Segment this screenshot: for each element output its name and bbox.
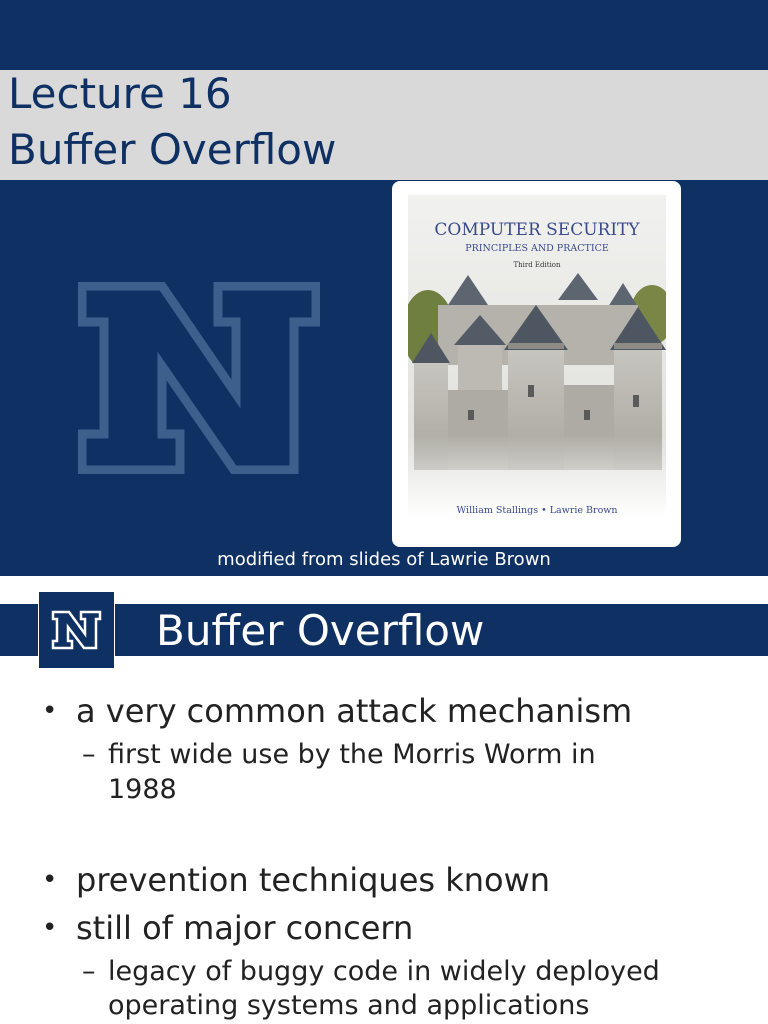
- book-edition: Third Edition: [513, 261, 561, 269]
- lecture-topic-title: Buffer Overflow: [8, 125, 337, 174]
- book-cover-card: [392, 181, 681, 547]
- book-subtitle: PRINCIPLES AND PRACTICE: [465, 243, 609, 254]
- slide-title: Buffer Overflow: [156, 606, 485, 655]
- block-letter-n-icon: [78, 282, 320, 474]
- university-logo: [38, 592, 115, 668]
- book-cover-image: [408, 195, 666, 517]
- block-letter-n-icon: [51, 610, 102, 650]
- book-authors: William Stallings • Lawrie Brown: [456, 505, 618, 516]
- content-slide: Buffer Overflow • a very common attack mechanism – first wide use by the Morris Worm in 1988 • prevention techniques known • still of major concern – legacy of buggy code in widely deployed operating systems and applications: [0, 576, 768, 1024]
- book-title: COMPUTER SECURITY: [434, 220, 640, 240]
- lecture-number-title: Lecture 16: [8, 69, 232, 118]
- slide-credit: modified from slides of Lawrie Brown: [217, 549, 551, 570]
